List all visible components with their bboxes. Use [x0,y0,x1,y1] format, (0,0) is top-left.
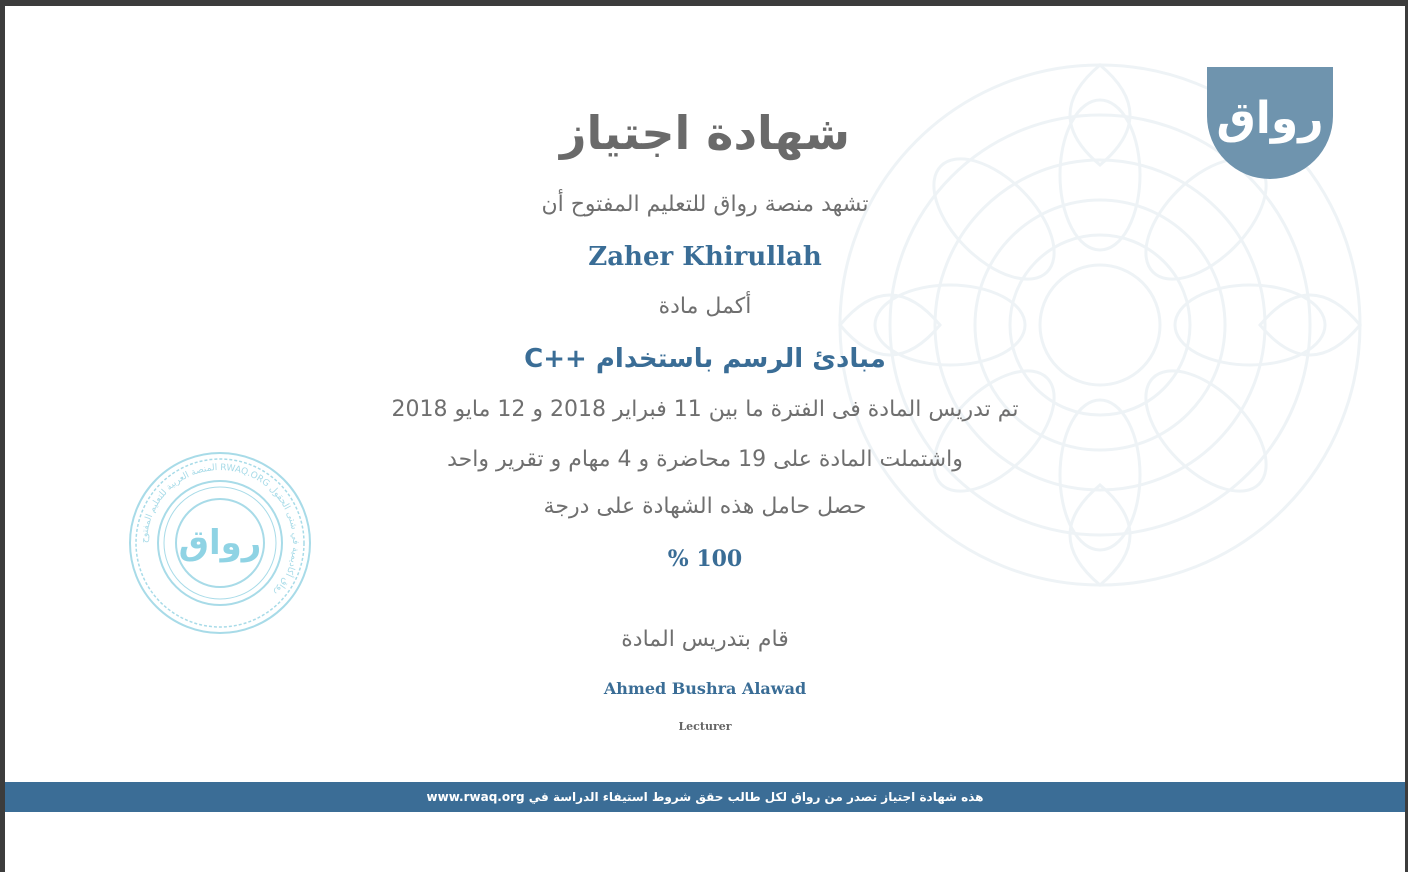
lecturer-name: Ahmed Bushra Alawad [603,679,807,698]
grade-intro: حصل حامل هذه الشهادة على درجة [543,494,867,519]
grade-value: % 100 [667,546,743,572]
seal-ring-text: المنصة العربية للتعليم المفتوح RWAQ.ORG رواق أكاديمية في شتى الحقول [139,462,301,598]
seal-logo-text: رواق [178,523,262,563]
footer-text: هذه شهادة اجتياز تصدر من رواق لكل طالب حقق شروط استيفاء الدراسة في www.rwaq.org [426,790,984,804]
course-dates: تم تدريس المادة فى الفترة ما بين 11 فبراير 2018 و 12 مايو 2018 [391,397,1019,422]
lecturer-role: Lecturer [678,720,732,733]
window-border-left [0,0,5,872]
completed-label: أكمل مادة [658,294,752,319]
certificate-title: شهادة اجتياز [560,106,850,160]
course-contents: واشتملت المادة على 19 محاضرة و 4 مهام و تقرير واحد [447,447,963,472]
student-name: Zaher Khirullah [588,242,822,272]
footer-bar [5,782,1405,812]
course-name: مبادئ الرسم باستخدام ++C [524,344,886,374]
seal-center [125,448,315,638]
rwaq-seal-icon [125,448,315,638]
logo-text: رواق [1216,93,1324,144]
taught-by-label: قام بتدريس المادة [621,627,789,652]
certificate-content [300,0,1110,760]
certificate-intro: تشهد منصة رواق للتعليم المفتوح أن [541,192,869,217]
